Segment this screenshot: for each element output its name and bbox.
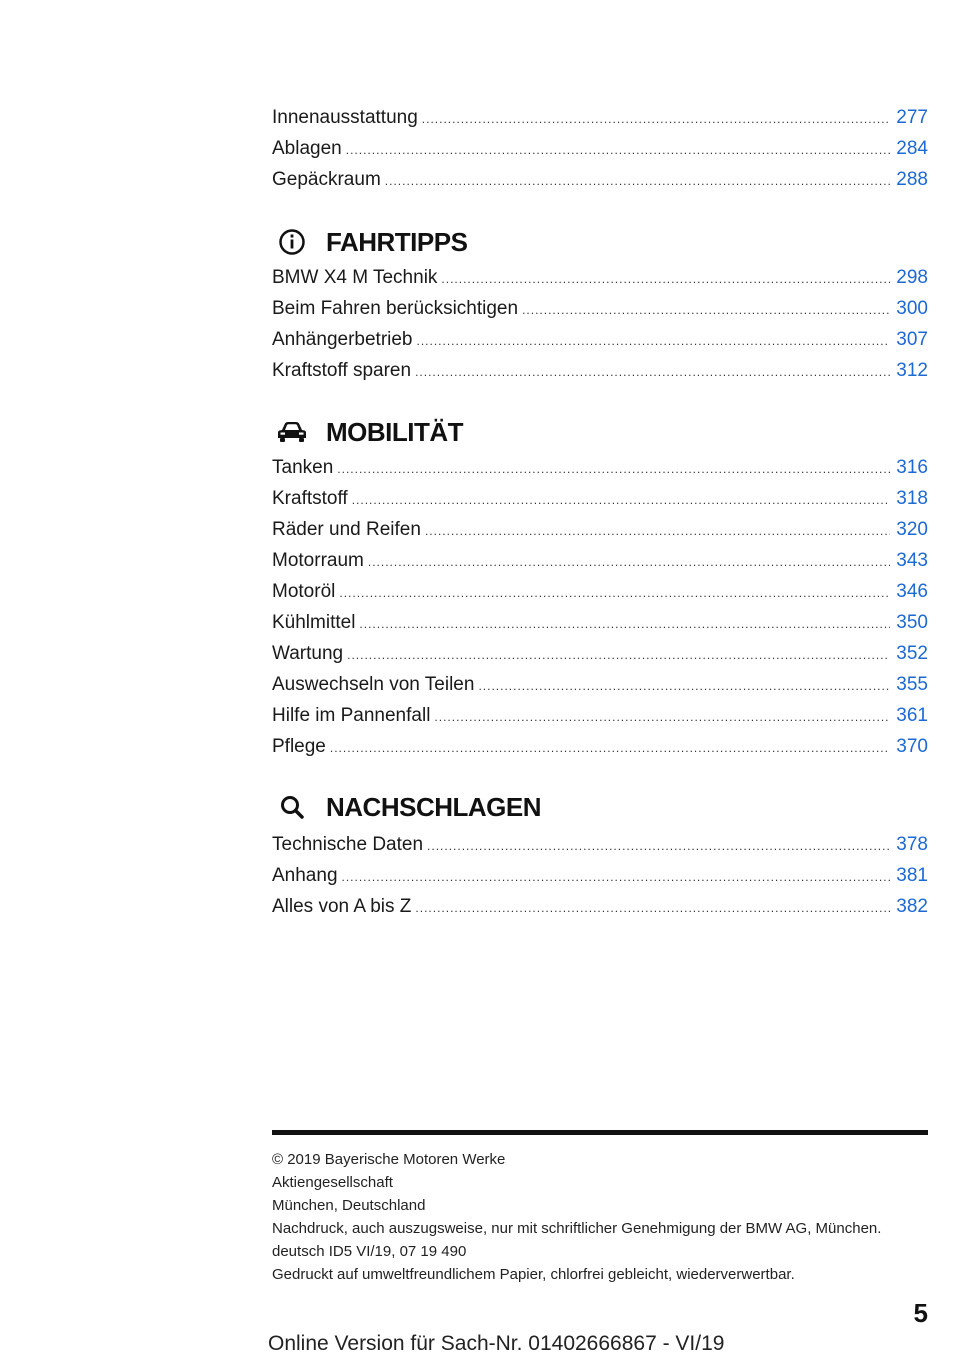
toc-row[interactable] xyxy=(272,262,928,293)
toc-row[interactable] xyxy=(272,483,928,514)
imprint-company: Aktiengesellschaft xyxy=(272,1174,393,1191)
toc-page-link[interactable]: 346 xyxy=(896,581,928,602)
toc-group-mobilitaet xyxy=(272,452,928,762)
toc-label: Anhängerbetrieb xyxy=(272,329,413,350)
toc-row[interactable] xyxy=(272,607,928,638)
toc-label: BMW X4 M Technik xyxy=(272,267,438,288)
toc-label: Tanken xyxy=(272,457,334,478)
toc-label: Kraftstoff xyxy=(272,488,348,509)
toc-page-link[interactable]: 288 xyxy=(896,169,928,190)
toc-label: Kühlmittel xyxy=(272,612,356,633)
section-heading-mobilitaet xyxy=(272,412,463,452)
toc-row[interactable] xyxy=(272,293,928,324)
toc-row[interactable] xyxy=(272,700,928,731)
info-icon xyxy=(272,222,312,262)
toc-page-link[interactable]: 381 xyxy=(896,865,928,886)
toc-row[interactable] xyxy=(272,891,928,922)
toc-row[interactable] xyxy=(272,576,928,607)
search-icon xyxy=(272,787,312,827)
toc-group-interior xyxy=(272,102,928,195)
toc-page-link[interactable]: 277 xyxy=(896,107,928,128)
toc-page-link[interactable]: 378 xyxy=(896,834,928,855)
leader-dots xyxy=(425,516,890,547)
leader-dots xyxy=(337,454,890,485)
leader-dots xyxy=(385,166,891,197)
imprint-paper-notice: Gedruckt auf umweltfreundlichem Papier, chlorfrei gebleicht, wiederverwertbar. xyxy=(272,1266,795,1283)
toc-page-link[interactable]: 298 xyxy=(896,267,928,288)
toc-label: Pflege xyxy=(272,736,326,757)
imprint-block xyxy=(272,1148,928,1286)
toc-row[interactable] xyxy=(272,860,928,891)
toc-page-link[interactable]: 316 xyxy=(896,457,928,478)
section-title: FAHRTIPPS xyxy=(326,226,468,257)
toc-page-link[interactable]: 370 xyxy=(896,736,928,757)
toc-label: Auswechseln von Teilen xyxy=(272,674,475,695)
toc-label: Wartung xyxy=(272,643,344,664)
toc-row[interactable] xyxy=(272,355,928,386)
toc-group-nachschlagen xyxy=(272,829,928,922)
toc-row[interactable] xyxy=(272,452,928,483)
leader-dots xyxy=(478,671,890,702)
leader-dots xyxy=(441,264,890,295)
leader-dots xyxy=(434,702,890,733)
leader-dots xyxy=(422,104,891,135)
toc-row-innenausstattung[interactable] xyxy=(272,102,928,133)
section-heading-nachschlagen xyxy=(272,787,541,827)
imprint-edition-id: deutsch ID5 VI/19, 07 19 490 xyxy=(272,1243,467,1260)
imprint-reprint-notice: Nachdruck, auch auszugsweise, nur mit schriftlicher Genehmigung der BMW AG, München. xyxy=(272,1220,882,1237)
toc-label: Innenausstattung xyxy=(272,107,418,128)
toc-page-link[interactable]: 355 xyxy=(896,674,928,695)
toc-page-link[interactable]: 352 xyxy=(896,643,928,664)
toc-page-link[interactable]: 320 xyxy=(896,519,928,540)
toc-row[interactable] xyxy=(272,514,928,545)
toc-label: Motorraum xyxy=(272,550,364,571)
toc-page-link[interactable]: 350 xyxy=(896,612,928,633)
leader-dots xyxy=(415,893,890,924)
imprint-divider xyxy=(272,1130,928,1135)
toc-row[interactable] xyxy=(272,669,928,700)
online-version-footer: Online Version für Sach-Nr. 01402666867 - VI/19 xyxy=(268,1332,725,1355)
toc-page-link[interactable]: 343 xyxy=(896,550,928,571)
toc-label: Gepäckraum xyxy=(272,169,381,190)
toc-label: Räder und Reifen xyxy=(272,519,421,540)
toc-label: Anhang xyxy=(272,865,338,886)
page-number: 5 xyxy=(913,1298,928,1328)
toc-row[interactable] xyxy=(272,829,928,860)
leader-dots xyxy=(427,831,890,862)
toc-page-link[interactable]: 318 xyxy=(896,488,928,509)
leader-dots xyxy=(330,733,890,764)
toc-label: Kraftstoff sparen xyxy=(272,360,412,381)
leader-dots xyxy=(415,357,890,388)
toc-label: Hilfe im Pannenfall xyxy=(272,705,431,726)
toc-row[interactable] xyxy=(272,638,928,669)
leader-dots xyxy=(347,640,890,671)
toc-label: Motoröl xyxy=(272,581,336,602)
toc-page-link[interactable]: 312 xyxy=(896,360,928,381)
leader-dots xyxy=(368,547,890,578)
car-icon xyxy=(272,412,312,452)
section-title: MOBILITÄT xyxy=(326,416,464,447)
toc-label: Alles von A bis Z xyxy=(272,896,412,917)
leader-dots xyxy=(352,485,891,516)
toc-page-link[interactable]: 300 xyxy=(896,298,928,319)
leader-dots xyxy=(346,135,891,166)
imprint-copyright: © 2019 Bayerische Motoren Werke xyxy=(272,1151,506,1168)
toc-row[interactable] xyxy=(272,731,928,762)
toc-page-link[interactable]: 361 xyxy=(896,705,928,726)
toc-label: Beim Fahren berücksichtigen xyxy=(272,298,519,319)
toc-row[interactable] xyxy=(272,545,928,576)
toc-label: Technische Daten xyxy=(272,834,424,855)
imprint-location: München, Deutschland xyxy=(272,1197,426,1214)
section-title: NACHSCHLAGEN xyxy=(326,791,541,822)
toc-label: Ablagen xyxy=(272,138,342,159)
toc-row-gepaeckraum[interactable] xyxy=(272,164,928,195)
toc-page-link[interactable]: 284 xyxy=(896,138,928,159)
toc-row-ablagen[interactable] xyxy=(272,133,928,164)
leader-dots xyxy=(342,862,891,893)
toc-page-link[interactable]: 382 xyxy=(896,896,928,917)
toc-row[interactable] xyxy=(272,324,928,355)
section-heading-fahrtipps xyxy=(272,222,467,262)
toc-group-fahrtipps xyxy=(272,262,928,386)
leader-dots xyxy=(522,295,890,326)
toc-page-link[interactable]: 307 xyxy=(896,329,928,350)
leader-dots xyxy=(417,326,891,357)
leader-dots xyxy=(359,609,890,640)
leader-dots xyxy=(339,578,890,609)
